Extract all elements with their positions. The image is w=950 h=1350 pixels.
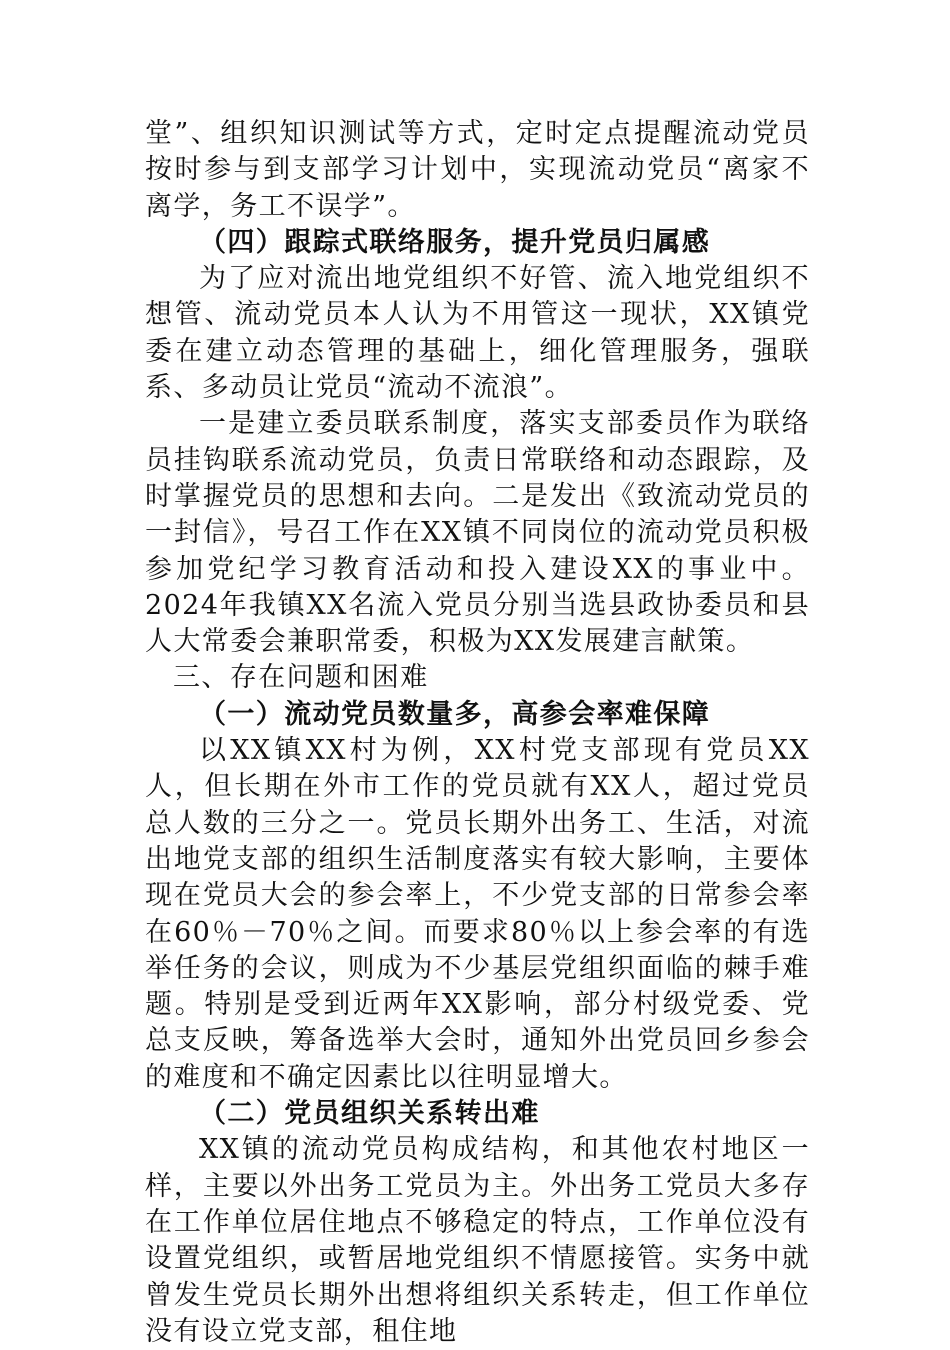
subsection-heading: （四）跟踪式联络服务，提升党员归属感 [199, 226, 711, 258]
subsection-heading: （一）流动党员数量多，高参会率难保障 [199, 698, 711, 730]
body-paragraph: 为了应对流出地党组织不好管、流入地党组织不想管、流动党员本人认为不用管这一现状，XX镇党委在建立动态管理的基础上，细化管理服务，强联系、多动员让党员“流动不流浪”。 [145, 263, 810, 404]
body-paragraph: 一是建立委员联系制度，落实支部委员作为联络员挂钩联系流动党员，负责日常联络和动态跟踪，及时掌握党员的思想和去向。二是发出《致流动党员的一封信》，号召工作在XX镇不同岗位的流动党员积极参加党纪学习教育活动和投入建设XX的事业中。2024年我镇XX名流入党员分别当选县政协委员和县人大常委会兼职常委，积极为XX发展建言献策。 [145, 408, 810, 658]
subsection-heading: （二）党员组织关系转出难 [199, 1098, 540, 1130]
body-paragraph: 堂”、组织知识测试等方式，定时定点提醒流动党员按时参与到支部学习计划中，实现流动党员“离家不离学，务工不误学”。 [145, 118, 810, 222]
section-heading: 三、存在问题和困难 [173, 662, 429, 694]
body-paragraph: XX镇的流动党员构成结构，和其他农村地区一样，主要以外出务工党员为主。外出务工党员大多存在工作单位居住地点不够稳定的特点，工作单位没有设置党组织，或暂居地党组织不情愿接管。实务中就曾发生党员长期外出想将组织关系转走，但工作单位没有设立党支部，租住地 [145, 1134, 810, 1347]
body-paragraph: 以XX镇XX村为例，XX村党支部现有党员XX人，但长期在外市工作的党员就有XX人，超过党员总人数的三分之一。党员长期外出务工、生活，对流出地党支部的组织生活制度落实有较大影响，主要体现在党员大会的参会率上，不少党支部的日常参会率在60％－70％之间。而要求80％以上参会率的有选举任务的会议，则成为不少基层党组织面临的棘手难题。特别是受到近两年XX影响，部分村级党委、党总支反映，筹备选举大会时，通知外出党员回乡参会的难度和不确定因素比以往明显增大。 [145, 735, 810, 1093]
document-body [145, 116, 810, 1350]
